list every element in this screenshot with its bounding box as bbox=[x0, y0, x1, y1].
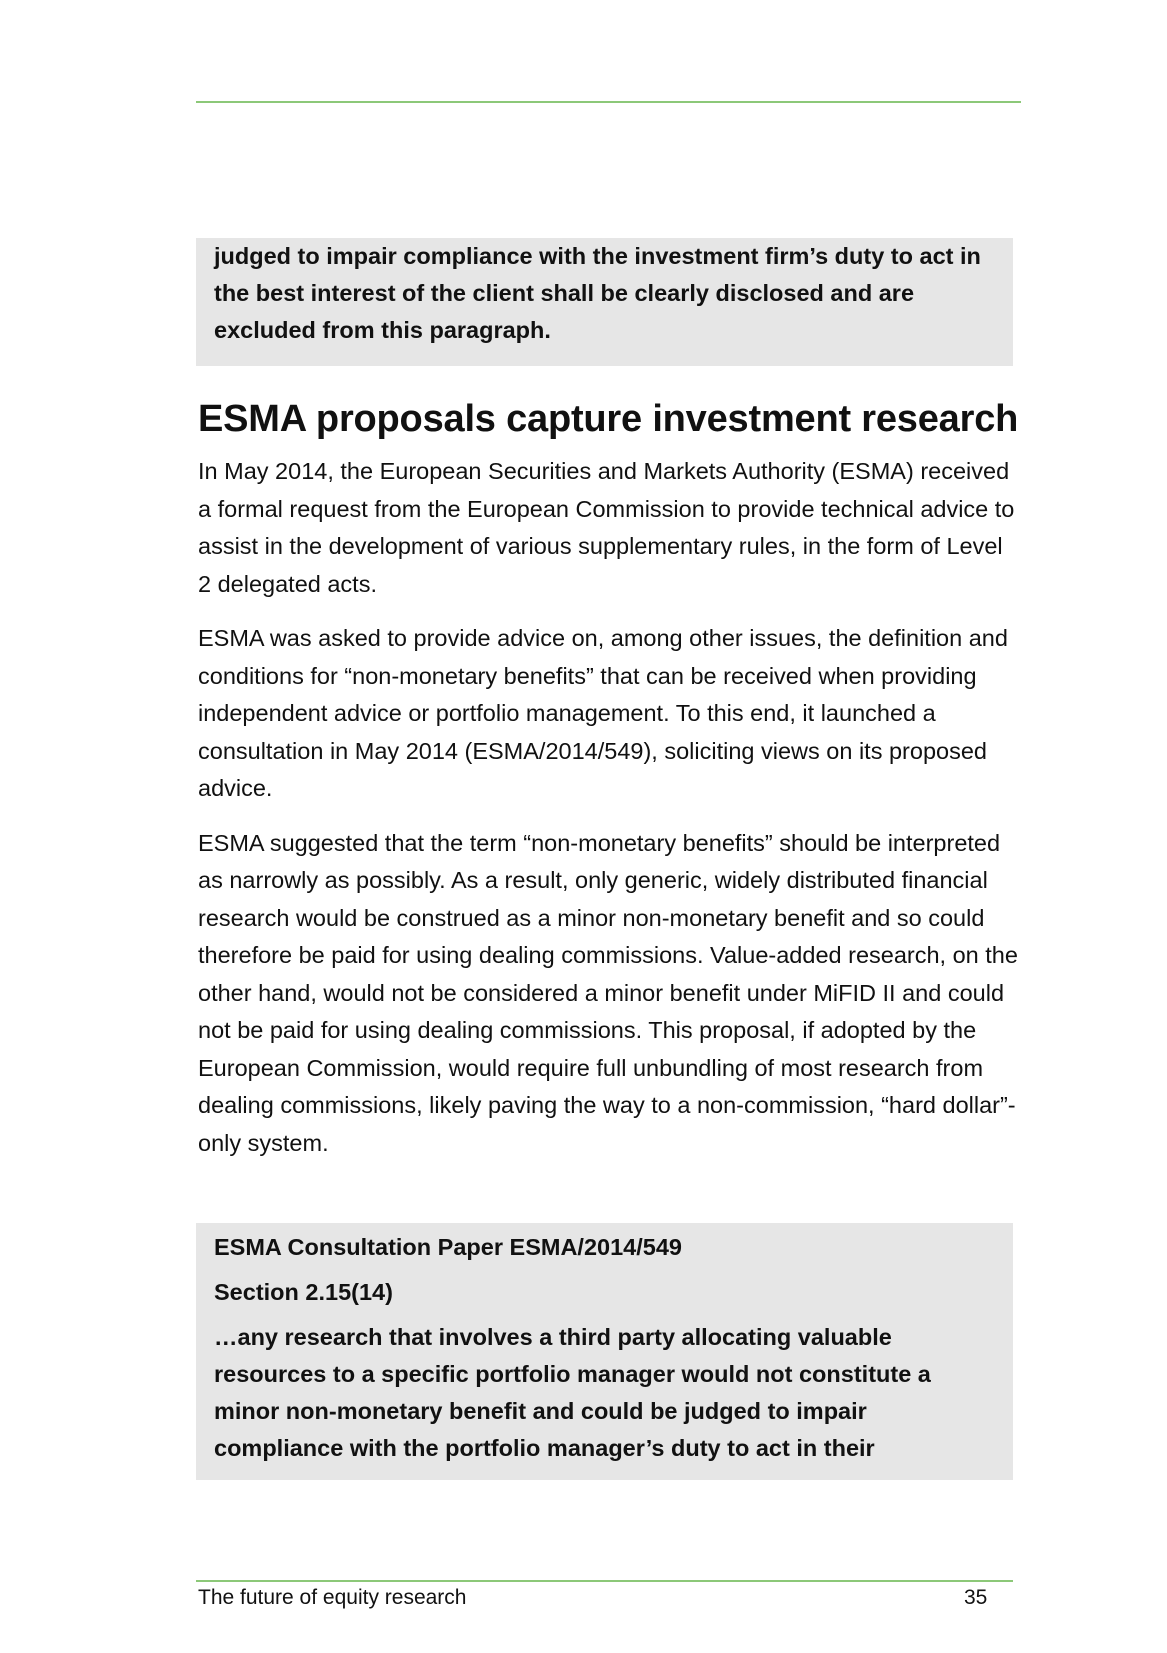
body-text bbox=[198, 453, 1018, 1179]
section-heading: ESMA proposals capture investment research bbox=[198, 398, 1019, 440]
page-number: 35 bbox=[964, 1586, 988, 1609]
consultation-section: Section 2.15(14) bbox=[214, 1279, 393, 1305]
top-callout-box bbox=[196, 238, 1013, 366]
consultation-callout-box bbox=[196, 1223, 1013, 1480]
header-rule bbox=[196, 101, 1021, 103]
body-paragraph: ESMA suggested that the term “non-monetary benefits” should be interpreted as narrowly as possibly. As a result, only generic, widely distributed financial research would be construed as a minor non-monetary benefit and so could therefore be paid for using dealing commissions. Value-added research, on the other hand, would not be considered a minor benefit under MiFID II and could not be paid for using dealing commissions. This proposal, if adopted by the European Commission, would require full unbundling of most research from dealing commissions, likely paving the way to a non-commission, “hard dollar”-only system. bbox=[198, 829, 1018, 1156]
top-callout-text: judged to impair compliance with the investment firm’s duty to act in the best interest of the client shall be clearly disclosed and are excluded from this paragraph. bbox=[214, 243, 981, 343]
body-paragraph: In May 2014, the European Securities and Markets Authority (ESMA) received a formal request from the European Commission to provide technical advice to assist in the development of various supplementary rules, in the form of Level 2 delegated acts. bbox=[198, 458, 1015, 597]
footer-title: The future of equity research bbox=[198, 1586, 467, 1609]
body-paragraph: ESMA was asked to provide advice on, among other issues, the definition and conditions for “non-monetary benefits” that can be received when providing independent advice or portfolio management. To this end, it launched a consultation in May 2014 (ESMA/2014/549), soliciting views on its proposed advice. bbox=[198, 625, 1008, 801]
footer-rule bbox=[196, 1580, 1013, 1582]
consultation-quote: …any research that involves a third party allocating valuable resources to a specific portfolio manager would not constitute a minor non-monetary benefit and could be judged to impair compliance with the portfolio manager’s duty to act in their bbox=[214, 1324, 931, 1461]
consultation-title: ESMA Consultation Paper ESMA/2014/549 bbox=[214, 1234, 682, 1260]
